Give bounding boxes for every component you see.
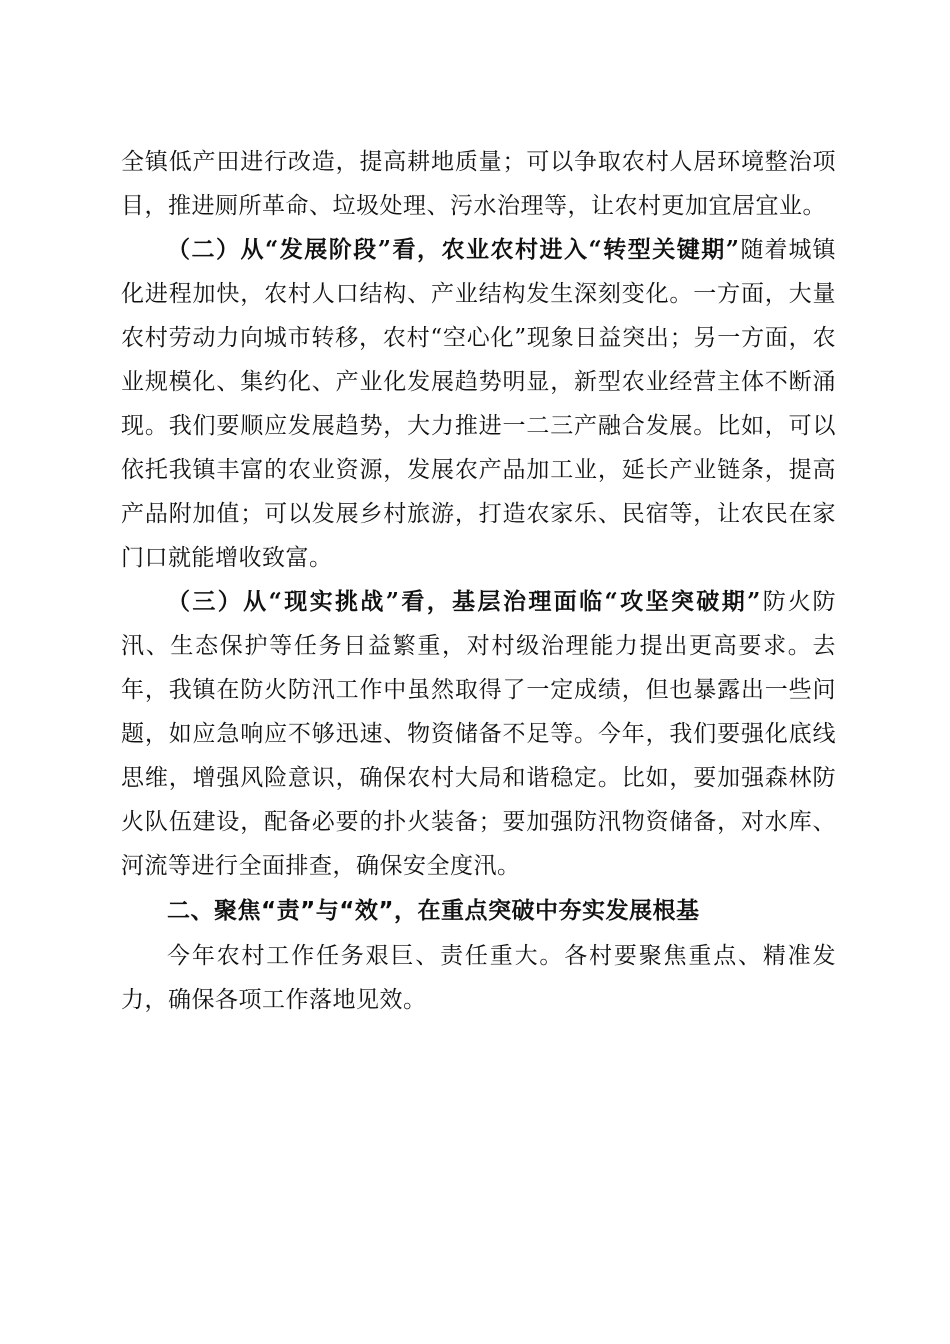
paragraph-text: 防火防汛、生态保护等任务日益繁重，对村级治理能力提出更高要求。去年，我镇在防火防汛工作中虽然取得了一定成绩，但也暴露出一些问题，如应急响应不够迅速、物资储备不足等。今年，我们要强化底线思维，增强风险意识，确保农村大局和谐稳定。比如，要加强森林防火队伍建设，配备必要的扑火装备；要加强防汛物资储备，对水库、河流等进行全面排查，确保安全度汛。 <box>121 589 837 879</box>
section-subheading-two: （二）从“发展阶段”看，农业农村进入“转型关键期” <box>167 236 740 263</box>
paragraph-text: 全镇低产田进行改造，提高耕地质量；可以争取农村人居环境整治项目，推进厕所革命、垃圾处理、污水治理等，让农村更加宜居宜业。 <box>121 149 836 219</box>
paragraph-text: 今年农村工作任务艰巨、责任重大。各村要聚焦重点、精准发力，确保各项工作落地见效。 <box>121 943 836 1013</box>
section-heading-main: 二、聚焦“责”与“效”，在重点突破中夯实发展根基 <box>167 898 700 924</box>
paragraph-continuation <box>121 140 836 228</box>
section-subheading-three: （三）从“现实挑战”看，基层治理面临“攻坚突破期” <box>167 588 762 615</box>
document-body <box>121 140 836 1022</box>
section-paragraph-three <box>121 580 836 888</box>
paragraph-text: 随着城镇化进程加快，农村人口结构、产业结构发生深刻变化。一方面，大量农村劳动力向城市转移，农村“空心化”现象日益突出；另一方面，农业规模化、集约化、产业化发展趋势明显，新型农业经营主体不断涌现。我们要顺应发展趋势，大力推进一二三产融合发展。比如，可以依托我镇丰富的农业资源，发展农产品加工业，延长产业链条，提高产品附加值；可以发展乡村旅游，打造农家乐、民宿等，让农民在家门口就能增收致富。 <box>121 237 837 571</box>
section-paragraph-two <box>121 228 836 580</box>
paragraph-intro <box>121 934 836 1022</box>
